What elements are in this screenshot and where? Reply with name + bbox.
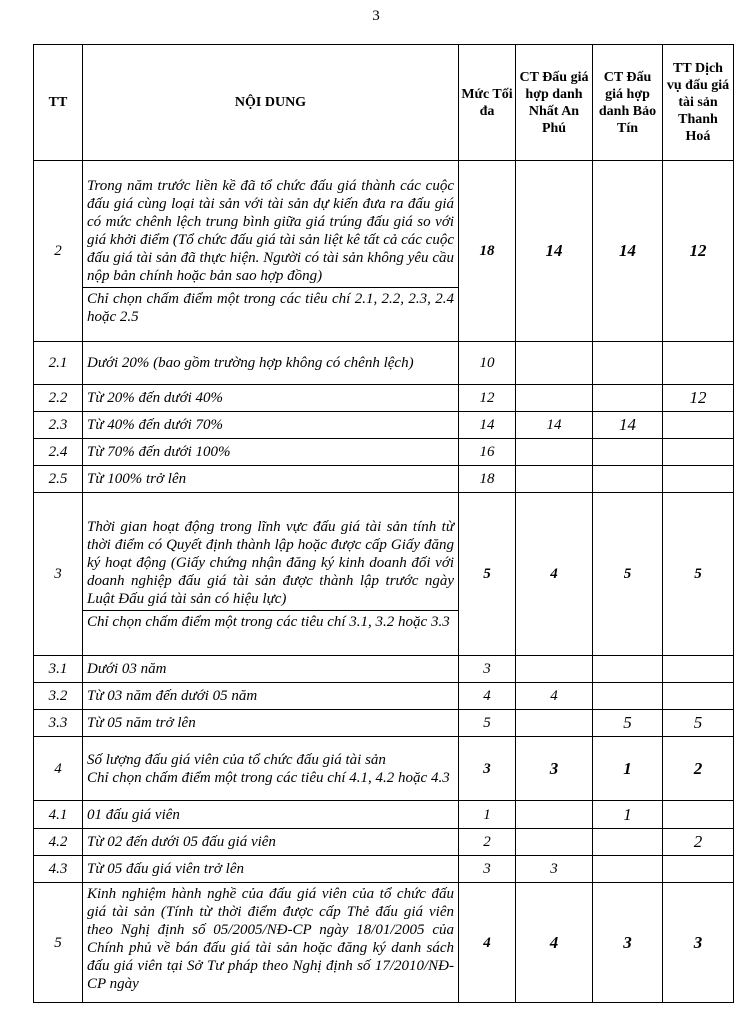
row-max: 2 [459,829,516,856]
row-max: 1 [459,801,516,829]
row-score-1: 4 [516,493,593,656]
table-row [34,466,734,493]
row-score-2: 3 [593,883,663,1003]
table-row [34,493,734,656]
row-tt: 4.2 [34,829,83,856]
row-score-2: 1 [593,737,663,801]
row-score-1 [516,829,593,856]
table-row [34,656,734,683]
row-tt: 4 [34,737,83,801]
criterion-note: Chỉ chọn chấm điểm một trong các tiêu chí 4.1, 4.2 hoặc 4.3 [87,769,450,786]
row-content: Từ 40% đến dưới 70% [83,412,459,439]
row-score-2 [593,466,663,493]
criterion-text: Thời gian hoạt động trong lĩnh vực đấu giá tài sản tính từ thời điểm có Quyết định thành lập hoặc được cấp Giấy đăng ký hoạt động (Giấy chứng nhận đăng ký kinh doanh đối với doanh nghiệp đấu giá tài sản được thành lập trước ngày Luật Đấu giá tài sản có hiệu lực) [83,518,458,611]
row-content: Từ 100% trở lên [83,466,459,493]
row-tt: 3.2 [34,683,83,710]
table-row [34,412,734,439]
row-max: 10 [459,342,516,385]
row-score-2 [593,385,663,412]
row-content: Từ 03 năm đến dưới 05 năm [83,683,459,710]
row-score-3 [663,801,734,829]
row-score-3: 5 [663,710,734,737]
row-tt: 2.1 [34,342,83,385]
row-max: 5 [459,493,516,656]
row-content [83,493,459,656]
criterion-note: Chỉ chọn chấm điểm một trong các tiêu chí 2.1, 2.2, 2.3, 2.4 hoặc 2.5 [87,290,454,325]
criterion-text: Số lượng đấu giá viên của tổ chức đấu giá tài sản [87,751,386,768]
header-tt: TT [34,45,83,161]
table-row [34,710,734,737]
row-max: 3 [459,737,516,801]
header-company-2: CT Đấu giá hợp danh Bảo Tín [593,45,663,161]
row-score-3: 12 [663,385,734,412]
table-row [34,385,734,412]
row-score-2 [593,829,663,856]
row-score-3 [663,683,734,710]
header-company-3: TT Dịch vụ đấu giá tài sản Thanh Hoá [663,45,734,161]
row-content: Dưới 03 năm [83,656,459,683]
row-score-3: 5 [663,493,734,656]
row-max: 12 [459,385,516,412]
row-score-3 [663,439,734,466]
header-max: Mức Tối đa [459,45,516,161]
row-score-1: 14 [516,161,593,342]
row-content: Dưới 20% (bao gồm trường hợp không có chênh lệch) [83,342,459,385]
row-content: 01 đấu giá viên [83,801,459,829]
row-tt: 2 [34,161,83,342]
table-row [34,439,734,466]
row-content: Từ 05 năm trở lên [83,710,459,737]
row-tt: 2.4 [34,439,83,466]
row-score-3: 3 [663,883,734,1003]
row-tt: 4.1 [34,801,83,829]
row-content: Kinh nghiệm hành nghề của đấu giá viên của tổ chức đấu giá tài sản (Tính từ thời điểm được cấp Thẻ đấu giá viên theo Nghị định số 05/2005/NĐ-CP ngày 18/01/2005 của Chính phủ về bán đấu giá tài sản hoặc đăng ký danh sách đấu giá viên tại Sở Tư pháp theo Nghị định số 17/2010/NĐ-CP ngày [83,883,459,1003]
row-score-1 [516,801,593,829]
header-company-1: CT Đấu giá hợp danh Nhất An Phú [516,45,593,161]
row-score-3: 12 [663,161,734,342]
row-score-2: 5 [593,710,663,737]
row-max: 14 [459,412,516,439]
row-content: Từ 70% đến dưới 100% [83,439,459,466]
row-score-1 [516,385,593,412]
row-score-1: 14 [516,412,593,439]
row-score-2 [593,683,663,710]
criterion-text: Trong năm trước liền kề đã tổ chức đấu giá thành các cuộc đấu giá cùng loại tài sản với tài sản dự kiến đưa ra đấu giá có mức chênh lệch trung bình giữa giá trúng đấu giá so với giá khởi điểm (Tổ chức đấu giá tài sản liệt kê tất cả các cuộc đấu giá tài sản đã thực hiện. Người có tài sản không yêu cầu nộp bản chính hoặc bản sao hợp đồng) [83,177,458,288]
row-score-1: 4 [516,683,593,710]
row-score-1 [516,342,593,385]
row-score-1: 3 [516,737,593,801]
row-content [83,161,459,342]
table-header-row [34,45,734,161]
row-score-2 [593,439,663,466]
row-tt: 5 [34,883,83,1003]
row-tt: 4.3 [34,856,83,883]
row-max: 16 [459,439,516,466]
row-tt: 2.3 [34,412,83,439]
row-score-3 [663,466,734,493]
row-score-2: 1 [593,801,663,829]
row-score-2: 14 [593,161,663,342]
row-score-3 [663,856,734,883]
row-score-1: 4 [516,883,593,1003]
scoring-table [33,44,734,1003]
row-score-2: 14 [593,412,663,439]
criterion-note: Chỉ chọn chấm điểm một trong các tiêu chí 3.1, 3.2 hoặc 3.3 [87,613,450,630]
row-score-1: 3 [516,856,593,883]
row-score-2: 5 [593,493,663,656]
row-max: 5 [459,710,516,737]
row-max: 3 [459,856,516,883]
row-score-3 [663,342,734,385]
row-score-1 [516,656,593,683]
row-score-3 [663,656,734,683]
row-max: 18 [459,161,516,342]
row-max: 4 [459,883,516,1003]
row-score-1 [516,466,593,493]
row-tt: 3.1 [34,656,83,683]
row-tt: 2.2 [34,385,83,412]
row-max: 3 [459,656,516,683]
row-max: 18 [459,466,516,493]
row-tt: 3 [34,493,83,656]
row-score-2 [593,342,663,385]
row-score-3 [663,412,734,439]
row-content [83,737,459,801]
table-row [34,801,734,829]
row-tt: 3.3 [34,710,83,737]
row-score-3: 2 [663,829,734,856]
table-row [34,883,734,1003]
table-row [34,856,734,883]
table-row [34,683,734,710]
row-max: 4 [459,683,516,710]
row-score-1 [516,439,593,466]
page-number: 3 [372,8,380,24]
table-row [34,161,734,342]
table-row [34,829,734,856]
row-score-3: 2 [663,737,734,801]
row-content: Từ 05 đấu giá viên trở lên [83,856,459,883]
row-score-2 [593,656,663,683]
row-content: Từ 20% đến dưới 40% [83,385,459,412]
header-content: NỘI DUNG [83,45,459,161]
row-score-2 [593,856,663,883]
row-tt: 2.5 [34,466,83,493]
row-score-1 [516,710,593,737]
table-row [34,737,734,801]
table-row [34,342,734,385]
row-content: Từ 02 đến dưới 05 đấu giá viên [83,829,459,856]
